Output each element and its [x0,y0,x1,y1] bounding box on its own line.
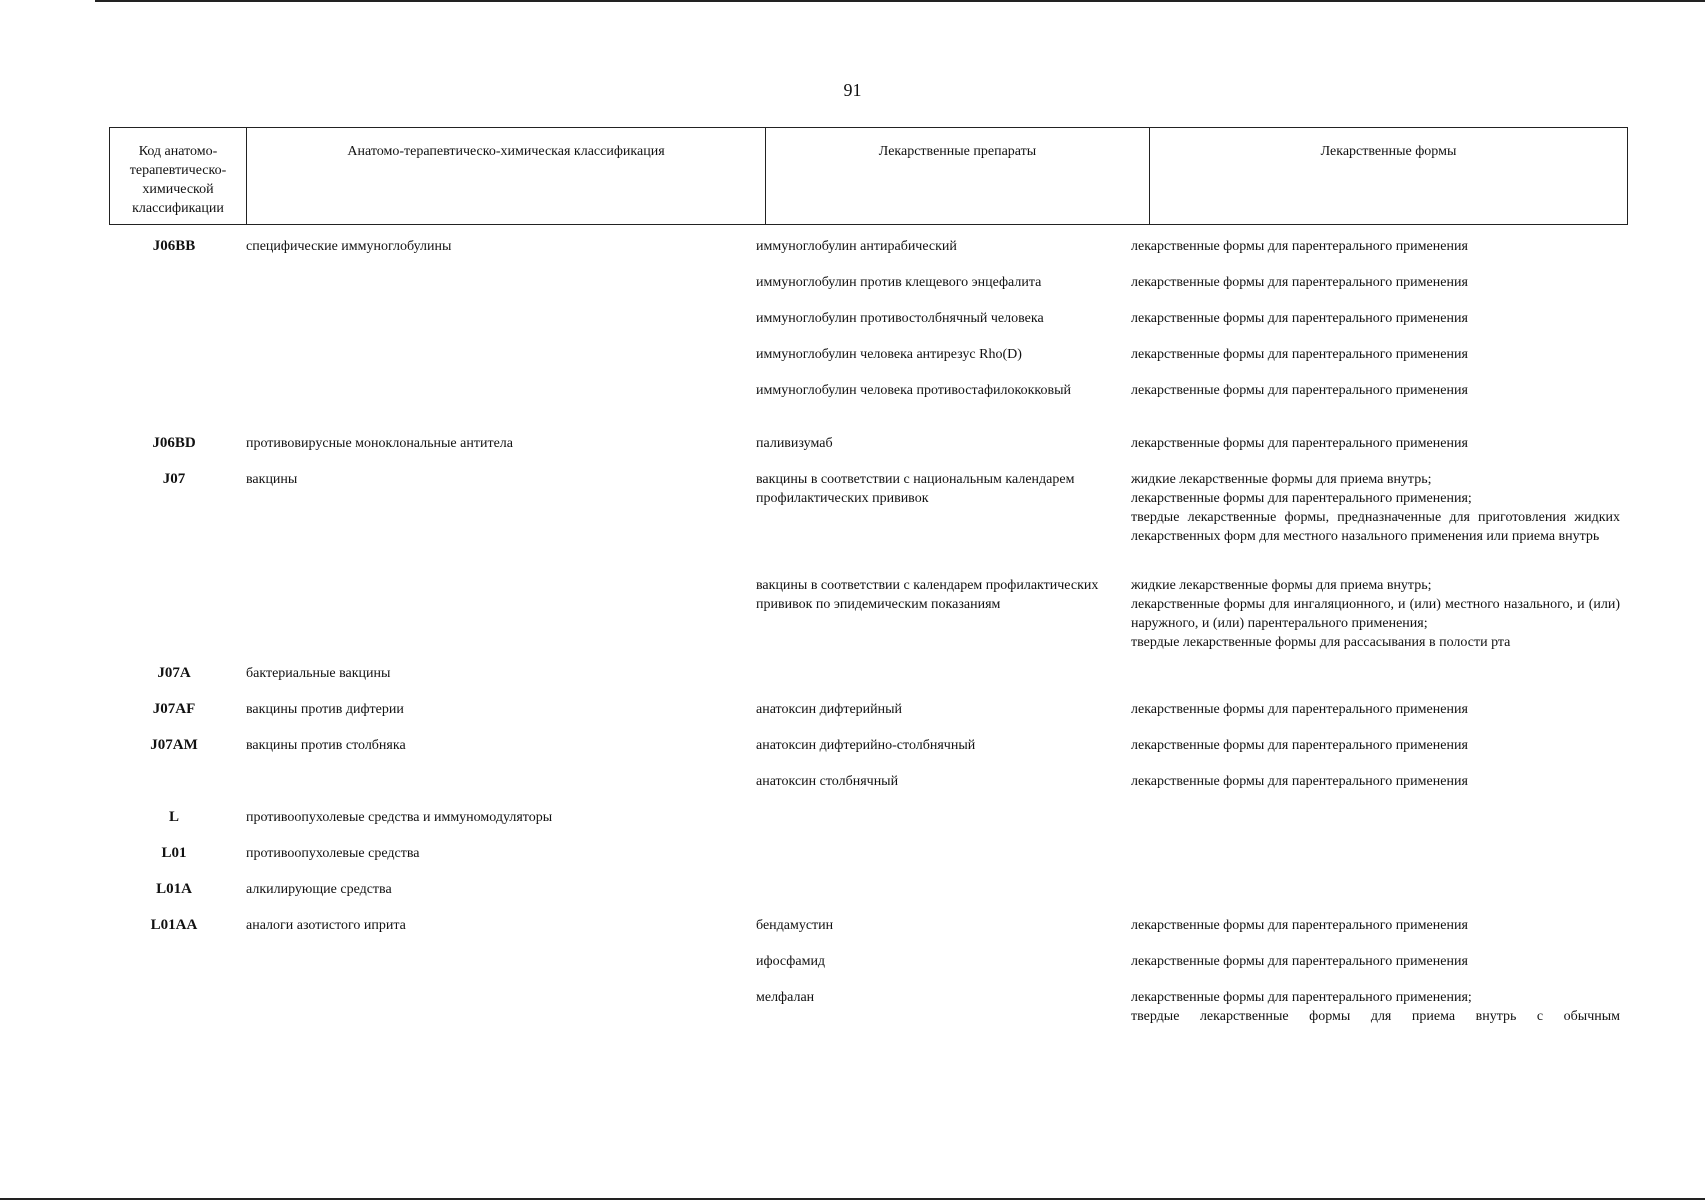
drug-name: мелфалан [756,990,815,1005]
drug-name [749,844,1124,868]
atc-code: J06BB [152,238,196,254]
atc-name: противоопухолевые средства [246,846,420,861]
atc-code: L01A [156,881,192,897]
atc-code: J07AF [152,701,196,717]
dosage-forms [1124,952,1628,976]
table-row [109,652,1628,688]
dosage-forms [1124,576,1628,652]
dosage-forms [1124,664,1628,688]
dosage-forms [1124,470,1628,564]
atc-name [239,772,749,796]
table-row [109,564,1628,652]
dosage-forms [1124,309,1628,333]
dosage-form-line: лекарственные формы для парентерального применения [1131,774,1468,789]
atc-name: бактериальные вакцины [246,666,391,681]
dosage-form-line: жидкие лекарственные формы для приема внутрь; [1131,472,1432,487]
table-body [109,225,1628,1028]
drug-name: иммуноглобулин человека антирезус Rho(D) [756,347,1022,362]
header-drugs: Лекарственные препараты [766,128,1150,225]
drug-name: иммуноглобулин человека противостафилококковый [756,383,1071,398]
header-dosage-forms: Лекарственные формы [1150,128,1628,225]
drug-name: ифосфамид [756,954,826,969]
dosage-form-line: лекарственные формы для парентерального применения; [1131,491,1472,506]
table-row [109,976,1628,1028]
dosage-form-line: твердые лекарственные формы для рассасывания в полости рта [1131,635,1511,650]
dosage-form-line: жидкие лекарственные формы для приема внутрь; [1131,578,1432,593]
table-row [109,225,1628,261]
drug-name: иммуноглобулин против клещевого энцефалита [756,275,1042,290]
drug-name: вакцины в соответствии с национальным календарем профилактических прививок [756,472,1075,506]
dosage-forms [1124,237,1628,261]
atc-code [109,273,239,297]
dosage-forms [1124,381,1628,422]
dosage-form-line: лекарственные формы для парентерального применения [1131,239,1468,254]
dosage-form-line: лекарственные формы для парентерального применения [1131,347,1468,362]
table-row [109,760,1628,796]
dosage-form-line: лекарственные формы для парентерального применения [1131,918,1468,933]
table-row [109,297,1628,333]
atc-code: J07AM [150,737,198,753]
table-row [109,458,1628,564]
table-row [109,333,1628,369]
drug-name [749,664,1124,688]
atc-name [239,988,749,1028]
dosage-form-line: лекарственные формы для парентерального применения [1131,954,1468,969]
table-row [109,868,1628,904]
atc-name [239,952,749,976]
atc-code: L01 [161,845,187,861]
table-row [109,796,1628,832]
drug-name: анатоксин столбнячный [756,774,899,789]
drug-name: иммуноглобулин антирабический [756,239,957,254]
dosage-forms [1124,988,1628,1028]
atc-name: вакцины против столбняка [246,738,406,753]
atc-name: противовирусные моноклональные антитела [246,436,513,451]
table-row [109,940,1628,976]
drug-name: паливизумаб [756,436,833,451]
dosage-forms [1124,345,1628,369]
dosage-form-line: лекарственные формы для ингаляционного, и (или) местного назального, и (или) наружного, и (или) парентерального применения; [1131,597,1620,631]
dosage-form-line: лекарственные формы для парентерального применения [1131,702,1468,717]
dosage-forms [1124,844,1628,868]
atc-code [109,345,239,369]
table-row [109,422,1628,458]
dosage-form-line: лекарственные формы для парентерального применения [1131,738,1468,753]
atc-code: L [168,809,179,825]
table-row [109,832,1628,868]
dosage-forms [1124,434,1628,458]
atc-name: вакцины [246,472,298,487]
dosage-form-line: твердые лекарственные формы для приема внутрь с обычным [1131,1009,1620,1024]
atc-code [109,772,239,796]
atc-code [109,988,239,1028]
drug-name: вакцины в соответствии с календарем профилактических прививок по эпидемическим показаниям [756,578,1099,612]
drug-name: анатоксин дифтерийно-столбнячный [756,738,976,753]
dosage-forms [1124,880,1628,904]
dosage-forms [1124,700,1628,724]
dosage-form-line: лекарственные формы для парентерального применения [1131,436,1468,451]
header-code: Код анатомо-терапевтическо-химической классификации [110,128,247,225]
drug-name: анатоксин дифтерийный [756,702,903,717]
table-row [109,724,1628,760]
dosage-forms [1124,916,1628,940]
atc-name [239,576,749,652]
atc-name: противоопухолевые средства и иммуномодуляторы [246,810,553,825]
atc-code: J06BD [152,435,196,451]
dosage-forms [1124,808,1628,832]
table-row [109,904,1628,940]
atc-name: специфические иммуноглобулины [246,239,452,254]
atc-name: вакцины против дифтерии [246,702,404,717]
atc-code: J07 [162,471,186,487]
atc-code: L01AA [150,917,198,933]
dosage-form-line: лекарственные формы для парентерального применения; [1131,990,1472,1005]
table-header [109,127,1628,225]
dosage-form-line: лекарственные формы для парентерального применения [1131,311,1468,326]
atc-name [239,345,749,369]
table-row [109,369,1628,422]
dosage-form-line: лекарственные формы для парентерального применения [1131,275,1468,290]
table-row [109,261,1628,297]
atc-code [109,309,239,333]
dosage-forms [1124,772,1628,796]
atc-code [109,952,239,976]
atc-name: аналоги азотистого иприта [246,918,406,933]
table-row [109,688,1628,724]
drug-name: бендамустин [756,918,834,933]
atc-name [239,309,749,333]
atc-code [109,576,239,652]
dosage-forms [1124,736,1628,760]
drug-name: иммуноглобулин противостолбнячный человека [756,311,1044,326]
atc-code: J07A [157,665,191,681]
dosage-form-line: твердые лекарственные формы, предназначенные для приготовления жидких лекарственных форм для местного назального применения или приема внутрь [1131,510,1620,544]
drug-name [749,880,1124,904]
atc-name: алкилирующие средства [246,882,392,897]
atc-name [239,381,749,422]
atc-code [109,381,239,422]
top-rule [95,0,1705,2]
page-number: 91 [843,80,862,100]
dosage-forms [1124,273,1628,297]
atc-name [239,273,749,297]
drug-name [749,808,1124,832]
header-atc-classification: Анатомо-терапевтическо-химическая классификация [247,128,766,225]
dosage-form-line: лекарственные формы для парентерального применения [1131,383,1468,398]
